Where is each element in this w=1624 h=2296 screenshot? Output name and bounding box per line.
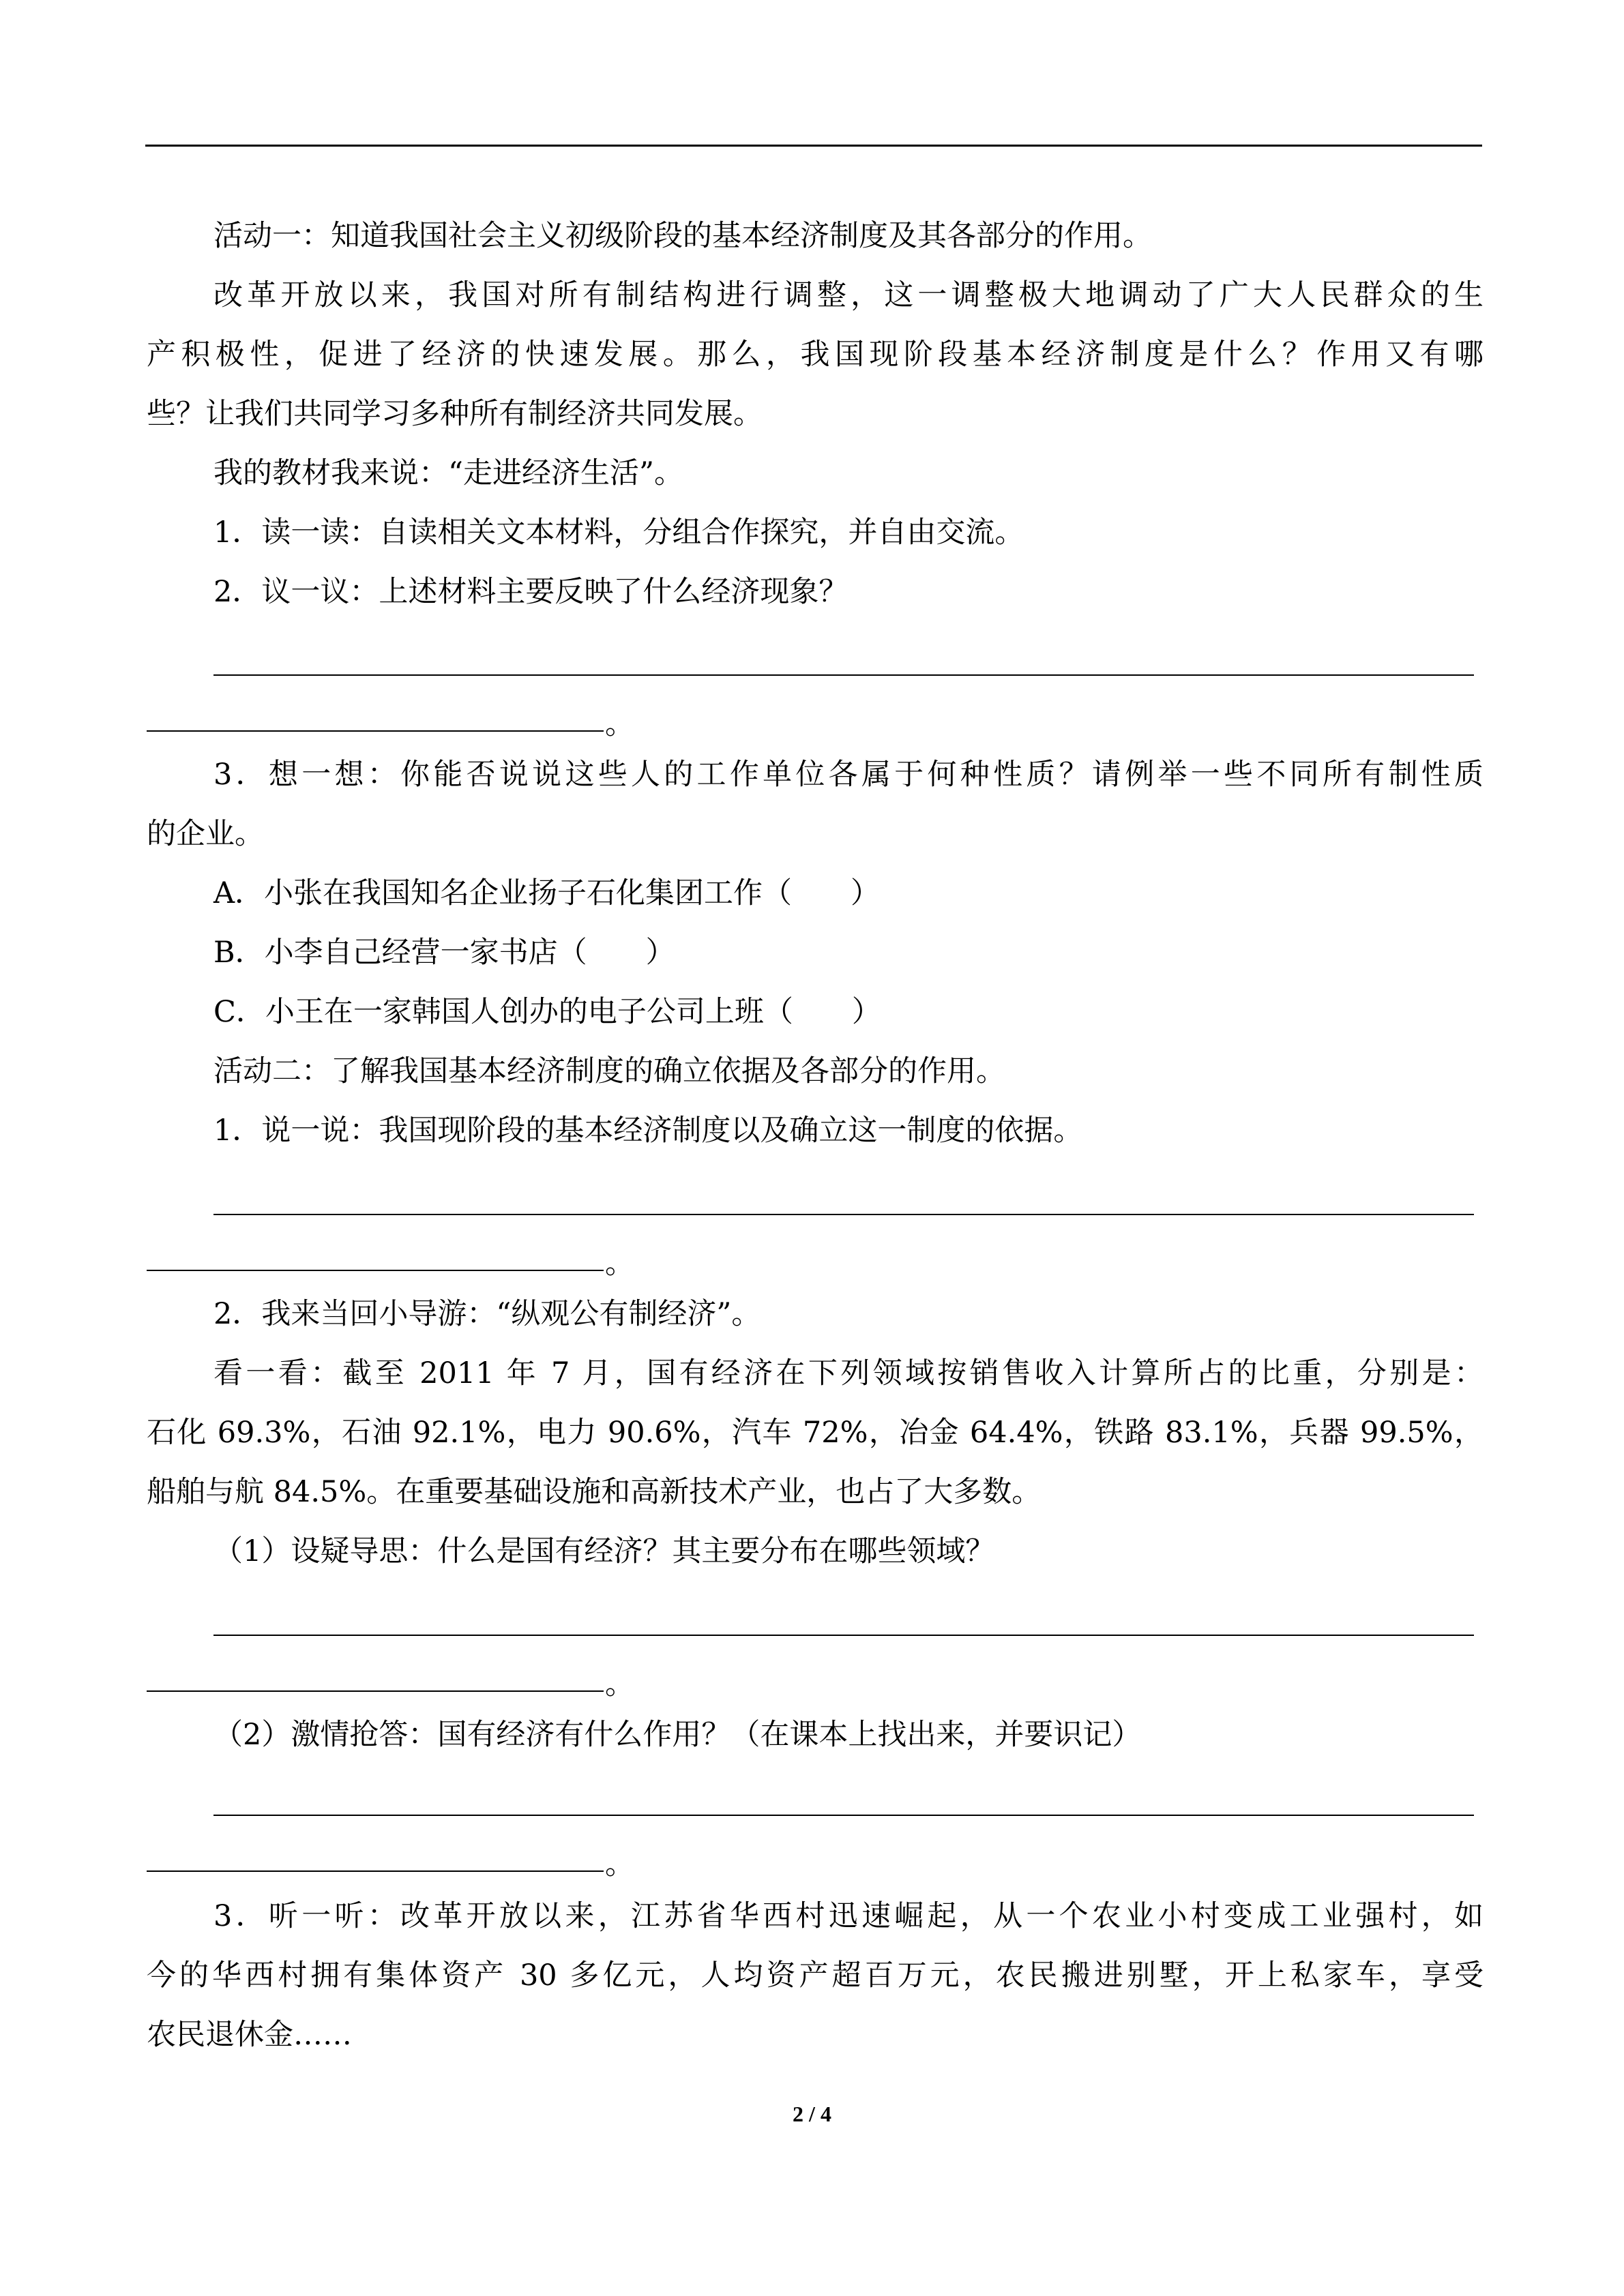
answer-blank-short[interactable] <box>147 730 604 732</box>
sub-question-2: （2）激情抢答：国有经济有什么作用？（在课本上找出来，并要识记） <box>213 1718 1142 1752</box>
answer-period: 。 <box>605 1247 634 1281</box>
statistics-line2: 石化 69.3%，石油 92.1%，电力 90.6%，汽车 72%，冶金 64.4%，铁路 83.1%，兵器 99.5%， <box>147 1416 1483 1450</box>
answer-period: 。 <box>605 1847 634 1881</box>
activity2-question-2: 2．我来当回小导游：“纵观公有制经济”。 <box>213 1297 761 1331</box>
activity1-question-3-line1: 3．想一想：你能否说说这些人的工作单位各属于何种性质？请例举一些不同所有制性质 <box>213 758 1483 792</box>
answer-blank-line[interactable] <box>213 1635 1474 1636</box>
answer-blank-short[interactable] <box>147 1270 604 1271</box>
activity1-intro-line1: 改革开放以来，我国对所有制结构进行调整，这一调整极大地调动了广大人民群众的生 <box>213 278 1483 312</box>
answer-blank-line[interactable] <box>213 1214 1474 1215</box>
option-b: B．小李自己经营一家书店（ ） <box>213 936 675 970</box>
page-number: 2 / 4 <box>793 2102 831 2126</box>
statistics-line1: 看一看：截至 2011 年 7 月，国有经济在下列领域按销售收入计算所占的比重，分别是： <box>213 1356 1483 1390</box>
answer-period: 。 <box>605 707 634 741</box>
activity2-question-3-line1: 3．听一听：改革开放以来，江苏省华西村迅速崛起，从一个农业小村变成工业强村，如 <box>213 1899 1483 1933</box>
option-a: A．小张在我国知名企业扬子石化集团工作（ ） <box>213 876 881 910</box>
activity2-title: 活动二：了解我国基本经济制度的确立依据及各部分的作用。 <box>213 1054 1005 1088</box>
activity1-intro-line3: 些？让我们共同学习多种所有制经济共同发展。 <box>147 397 763 431</box>
answer-blank-short[interactable] <box>147 1870 604 1872</box>
option-c: C．小王在一家韩国人创办的电子公司上班（ ） <box>213 995 881 1029</box>
textbook-prompt: 我的教材我来说：“走进经济生活”。 <box>213 456 683 490</box>
activity2-question-3-line3: 农民退休金…… <box>147 2018 352 2052</box>
sub-question-1: （1）设疑导思：什么是国有经济？其主要分布在哪些领域？ <box>213 1534 995 1568</box>
answer-blank-short[interactable] <box>147 1690 604 1692</box>
activity1-question-2: 2．议一议：上述材料主要反映了什么经济现象？ <box>213 575 848 609</box>
header-rule <box>145 145 1482 147</box>
activity1-title: 活动一：知道我国社会主义初级阶段的基本经济制度及其各部分的作用。 <box>213 219 1152 253</box>
activity2-question-3-line2: 今的华西村拥有集体资产 30 多亿元，人均资产超百万元，农民搬进别墅，开上私家车，享受 <box>147 1958 1483 1993</box>
activity2-question-1: 1．说一说：我国现阶段的基本经济制度以及确立这一制度的依据。 <box>213 1114 1083 1148</box>
activity1-question-1: 1．读一读：自读相关文本材料，分组合作探究，并自由交流。 <box>213 516 1024 550</box>
answer-period: 。 <box>605 1667 634 1701</box>
answer-blank-line[interactable] <box>213 674 1474 676</box>
activity1-intro-line2: 产积极性，促进了经济的快速发展。那么，我国现阶段基本经济制度是什么？作用又有哪 <box>147 338 1483 372</box>
statistics-line3: 船舶与航 84.5%。在重要基础设施和高新技术产业，也占了大多数。 <box>147 1475 1042 1509</box>
answer-blank-line[interactable] <box>213 1815 1474 1816</box>
activity1-question-3-line2: 的企业。 <box>147 817 264 851</box>
